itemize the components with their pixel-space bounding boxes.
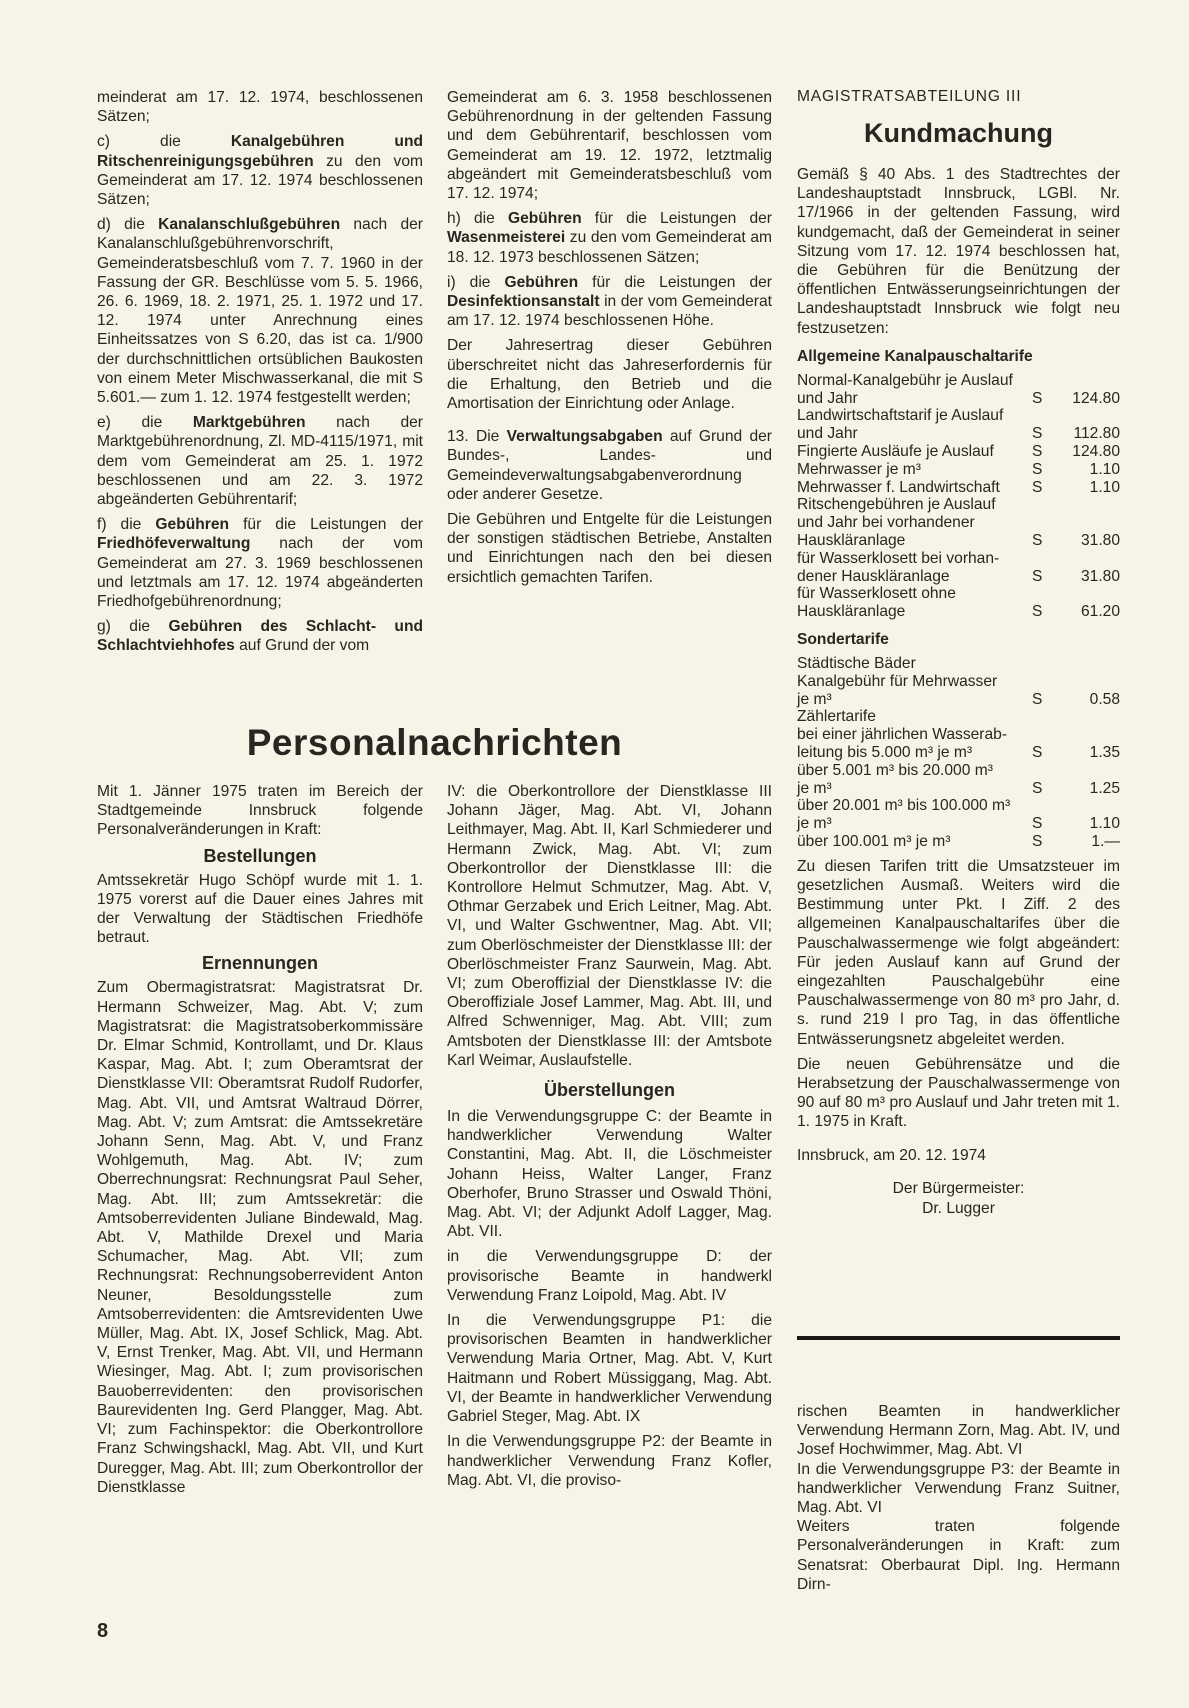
paragraph-jahresertrag: Der Jahresertrag dieser Gebühren überschreitet nicht das Jahreserfordernis für die Erhaltung, den Betrieb und die Amortisation der Einrichtung oder Anlage. [447, 337, 772, 413]
column-2-top [447, 88, 772, 593]
tarif-amount [1062, 708, 1120, 726]
tarif-label: und Jahr [797, 389, 858, 407]
ueberstellung-p2: In die Verwendungsgruppe P2: der Beamte in handwerklicher Verwendung Franz Kofler, Mag. Abt. VI, die proviso- [447, 1433, 772, 1489]
tarif-amount [1062, 762, 1120, 780]
allgemeine-tarife-table [797, 372, 1120, 621]
paragraph-d: d) die Kanalanschlußgebühren nach der Kanalanschlußgebührenvorschrift, Gemeinderatsbeschluß vom 7. 7. 1960 in der Fassung der GR. Beschlüsse vom 5. 5. 1966, 26. 6. 1969, 18. 2. 1971, 25. 1. 1972 und 17. 12. 1974 unter Anrechnung eines Einheitssatzes von S 6.20, das ist ca. 1/900 der durchschnittlichen ortsüblichen Baukosten von einem Meter Mischwasserkanal, die mit S 5.601.— zum 1. 12. 1974 festgestellt werden; [97, 216, 423, 407]
tarif-label: leitung bis 5.000 m³ je m³ [797, 743, 973, 761]
tarif-row [797, 815, 1120, 833]
tarif-label: Städtische Bäder [797, 654, 916, 672]
tarif-row [797, 691, 1120, 709]
kundmachung-column [797, 88, 1120, 1219]
weitere-veraenderungen: Weiters traten folgende Personalveränderungen in Kraft: zum Senatsrat: Oberbaurat Dipl. Ing. Hermann Dirn- [797, 1518, 1120, 1593]
tarif-currency [1032, 655, 1062, 673]
tarif-amount [1062, 372, 1120, 390]
tarif-label: für Wasserklosett ohne [797, 585, 956, 603]
tarif-row [797, 425, 1120, 443]
tarif-currency: S [1032, 460, 1043, 478]
tarif-amount [1062, 726, 1120, 744]
paragraph-c: c) die Kanalgebühren und Ritschenreinigungsgebühren zu den vom Gemeinderat am 17. 12. 1974 beschlossenen Sätzen; [97, 133, 423, 209]
tarif-row [797, 708, 1120, 726]
department-label: MAGISTRATSABTEILUNG III [797, 88, 1022, 105]
tarif-amount: 0.58 [1089, 690, 1120, 708]
tarif-currency [1032, 726, 1062, 744]
tarif-amount: 1.10 [1089, 815, 1120, 833]
ueberstellung-c: In die Verwendungsgruppe C: der Beamte in handwerklicher Verwendung Walter Constantini, Mag. Abt. II, die Löschmeister Johann Heiss, Walter Langer, Franz Oberhofer, Bruno Strasser und Oswald Thöni, Mag. Abt. VI; der Adjunkt Adolf Lagger, Mag. Abt. VII. [447, 1108, 772, 1241]
tarif-currency [1032, 673, 1062, 691]
tarif-row [797, 603, 1120, 621]
bestellungen-text: Amtssekretär Hugo Schöpf wurde mit 1. 1. 1975 vorerst auf die Dauer eines Jahres mit der Verwaltung der Städtischen Friedhöfe betraut. [97, 871, 423, 947]
tarif-row [797, 407, 1120, 425]
kundmachung-intro: Gemäß § 40 Abs. 1 des Stadtrechtes der Landeshauptstadt Innsbruck, LGBl. Nr. 17/1966 in der geltenden Fassung, wird kundgemacht, daß der Gemeinderat in seiner Sitzung vom 17. 12. 1974 beschlossen hat, die Gebühren für die Benützung der öffentlichen Entwässerungseinrichtungen der Landeshauptstadt Innsbruck wie folgt neu festzusetzen: [797, 166, 1120, 337]
tarif-label: Hauskläranlage [797, 603, 906, 621]
sondertarife-table [797, 655, 1120, 851]
tarif-amount: 61.20 [1080, 603, 1120, 621]
tarif-currency [1032, 550, 1062, 568]
tarif-currency: S [1032, 389, 1043, 407]
tarif-label: Ritschengebühren je Auslauf [797, 496, 996, 514]
paragraph-i: i) die Gebühren für die Leistungen der Desinfektionsanstalt in der vom Gemeinderat am 17. 12. 1974 beschlossenen Höhe. [447, 273, 772, 330]
tarif-row [797, 585, 1120, 603]
tarif-currency: S [1032, 832, 1043, 850]
tarif-label: über 20.001 m³ bis 100.000 m³ [797, 797, 1011, 815]
tarif-currency [1032, 797, 1062, 815]
tarif-row [797, 673, 1120, 691]
signature-block [797, 1179, 1120, 1219]
ernennungen-text: Zum Obermagistratsrat: Magistratsrat Dr. Hermann Schweizer, Mag. Abt. V; zum Magistratsrat: die Magistratsoberkommissäre Dr. Elmar Schmid, Kontrollamt, und Dr. Klaus Kaspar, Mag. Abt. I; zum Oberamtsrat der Dienstklasse VII: Oberamtsrat Rudolf Rudorfer, Mag. Abt. VII, und Amtsrat Waltraud Dörrer, Mag. Abt. V; zum Amtsrat: die Amtssekretäre Johann Senn, Mag. Abt. V, und Franz Wohlgemuth, Mag. Abt. IV; zum Oberrechnungsrat: Rechnungsrat Paul Seher, Mag. Abt. III; zum Amtssekretär: die Amtsoberrevidenten Juliane Bindewald, Mag. Abt. V, Mathilde Drexel und Maria Schumacher, Mag. Abt. VII; zum Rechnungsrat: Rechnungsoberrevident Anton Neuner, Besoldungsstelle zum Amtsoberrevidenten: die Amtsrevidenten Uwe Müller, Mag. Abt. IX, Josef Schlick, Mag. Abt. V, Ernst Trenker, Mag. Abt. VII, und Hermann Wiesinger, Mag. Abt. I; zum provisorischen Bauoberrevidenten: den provisorischen Baurevidenten Ing. Gerd Plangger, Mag. Abt. VI; zum Fachinspektor: die Oberkontrollore Franz Schwingshackl, Mag. Abt. VII, und Kurt Duregger, Mag. Abt. III; zum Oberkontrollor der Dienstklasse [97, 979, 423, 1496]
paragraph-entgelte: Die Gebühren und Entgelte für die Leistungen der sonstigen städtischen Betriebe, Anstalten und Einrichtungen nach den bei diesen ersichtlich gemachten Tarifen. [447, 511, 772, 586]
ernennungen-heading: Ernennungen [202, 953, 318, 974]
tarif-currency [1032, 585, 1062, 603]
tarif-label: über 5.001 m³ bis 20.000 m³ [797, 761, 993, 779]
tarif-label: Zählertarife [797, 708, 876, 726]
tarif-row [797, 762, 1120, 780]
tarif-amount: 31.80 [1080, 532, 1120, 549]
tarif-currency: S [1032, 478, 1043, 496]
tarif-amount: 124.80 [1072, 389, 1120, 407]
tarif-amount: 1.10 [1089, 460, 1120, 478]
tarif-label: über 100.001 m³ je m³ [797, 832, 951, 850]
tarif-amount: 112.80 [1073, 425, 1120, 443]
tarif-currency [1032, 407, 1062, 425]
personal-intro: Mit 1. Jänner 1975 traten im Bereich der Stadtgemeinde Innsbruck folgende Personalveränderungen in Kraft: [97, 783, 423, 839]
tarif-currency: S [1032, 815, 1043, 833]
tarif-label: je m³ [797, 815, 832, 833]
tarif-label: Fingierte Ausläufe je Auslauf [797, 443, 994, 461]
paragraph-g: g) die Gebühren des Schlacht- und Schlachtviehhofes auf Grund der vom [97, 618, 423, 655]
tarif-row [797, 568, 1120, 586]
ueberstellung-p1: In die Verwendungsgruppe P1: die provisorischen Beamten in handwerklicher Verwendung Maria Ortner, Mag. Abt. V, Kurt Haitmann und Robert Müssiggang, Mag. Abt. VI, der Beamte in handwerklicher Verwendung Gabriel Steger, Mag. Abt. IX [447, 1312, 772, 1426]
allgemeine-tarife-heading: Allgemeine Kanalpauschaltarife [797, 347, 1033, 365]
tarif-amount [1062, 673, 1120, 691]
tarif-row [797, 443, 1120, 461]
tarif-currency [1032, 514, 1062, 532]
signature-title: Der Bürgermeister: [892, 1179, 1025, 1197]
tarif-row [797, 833, 1120, 851]
tarif-currency [1032, 372, 1062, 390]
tarif-label: je m³ [797, 690, 832, 708]
section-divider [797, 1336, 1120, 1340]
column-3-personal [797, 1402, 1120, 1600]
tarif-amount [1062, 514, 1120, 532]
ueberstellung-d: in die Verwendungsgruppe D: der provisorische Beamte in handwerkl Verwendung Franz Loipold, Mag. Abt. IV [447, 1248, 772, 1304]
tarif-currency: S [1032, 443, 1043, 461]
tarif-amount [1062, 407, 1120, 425]
tarif-label: Hauskläranlage [797, 532, 906, 549]
tarif-row [797, 655, 1120, 673]
tarif-row [797, 550, 1120, 568]
tarif-label: und Jahr bei vorhandener [797, 514, 975, 532]
tarif-row [797, 479, 1120, 497]
column-1-personal [97, 782, 423, 1503]
tarif-label: dener Hauskläranlage [797, 567, 950, 585]
tarif-currency: S [1032, 743, 1043, 761]
tarif-row [797, 514, 1120, 532]
tarif-row [797, 532, 1120, 550]
paragraph-e: e) die Marktgebühren nach der Marktgebührenordnung, Zl. MD-4115/1971, mit dem vom Gemeinderat am 25. 1. 1972 beschlossenen und am 22. 3. 1972 abgeänderten Gebührentarif; [97, 414, 423, 509]
tarif-label: Kanalgebühr für Mehrwasser [797, 672, 998, 690]
tarif-amount: 31.80 [1080, 567, 1120, 585]
tarif-amount [1062, 797, 1120, 815]
tarif-amount: 1.35 [1089, 743, 1120, 761]
neue-gebuehren-paragraph: Die neuen Gebührensätze und die Herabsetzung der Pauschalwassermenge von 90 auf 80 m³ pro Auslauf und Jahr treten mit 1. 1. 1975 in Kraft. [797, 1055, 1120, 1131]
tarif-row [797, 372, 1120, 390]
ueberstellungen-heading: Überstellungen [543, 1080, 676, 1101]
tarif-row [797, 390, 1120, 408]
tarif-currency: S [1032, 690, 1043, 708]
tarif-label: und Jahr [797, 425, 858, 443]
tarif-amount [1062, 585, 1120, 603]
paragraph-g-continued: Gemeinderat am 6. 3. 1958 beschlossenen Gebührenordnung in der geltenden Fassung und dem Gebührentarif, beschlossen vom Gemeinderat am 19. 12. 1972, letztmalig abgeändert mit Gemeinderatsbeschluß vom 17. 12. 1974; [447, 89, 772, 203]
tarif-currency: S [1032, 603, 1043, 621]
tarif-row [797, 726, 1120, 744]
tarif-row [797, 780, 1120, 798]
tarif-currency [1032, 496, 1062, 514]
column-2-personal [447, 782, 772, 1496]
tarif-amount: 1.25 [1089, 779, 1120, 797]
paragraph-f: f) die Gebühren für die Leistungen der Friedhöfeverwaltung nach der vom Gemeinderat am 27. 3. 1969 beschlossenen und letztmals am 17. 12. 1974 abgeänderten Friedhofgebührenordnung; [97, 516, 423, 611]
umsatzsteuer-paragraph: Zu diesen Tarifen tritt die Umsatzsteuer im gesetzlichen Ausmaß. Weiters wird die Bestimmung unter Pkt. I Ziff. 2 des allgemeinen Kanalpauschaltarifes über die Pauschalwassermenge wie folgt abgeändert: Für jeden Auslauf kann auf Grund der eingezahlten Pauschalgebühr eine Pauschalwassermenge von 80 m³ pro Jahr, d. s. rund 219 l pro Tag, in das öffentliche Entwässerungsnetz abgeleitet werden. [797, 857, 1120, 1048]
tarif-label: für Wasserklosett bei vorhan- [797, 549, 1000, 567]
page-number: 8 [97, 1620, 109, 1642]
tarif-amount: 1.10 [1089, 478, 1120, 496]
tarif-row [797, 461, 1120, 479]
ernennungen-continued: IV: die Oberkontrollore der Dienstklasse III Johann Jäger, Mag. Abt. VI, Johann Leithmayer, Mag. Abt. II, Karl Schmiederer und Hermann Zwick, Mag. Abt. VI; zum Oberkontrollor der Dienstklasse III: die Kontrollore Helmut Schmutzer, Mag. Abt. V, Othmar Gerzabek und Erich Leitner, Mag. Abt. VI, und Walter Gschwentner, Mag. Abt. VII; zum Oberlöschmeister der Dienstklasse III: der Oberlöschmeister Franz Saurwein, Mag. Abt. VI; zum Oberoffizial der Dienstklasse IV: die Oberoffiziale Josef Lammer, Mag. Abt. III, und Alfred Schwenniger, Mag. Abt. VIII; zum Amtsboten der Dienstklasse III: der Amtsbote Karl Weimar, Auslaufstelle. [447, 783, 772, 1069]
ueberstellung-p3: In die Verwendungsgruppe P3: der Beamte in handwerklicher Verwendung Franz Suitner, Mag. Abt. VI [797, 1460, 1120, 1517]
tarif-label: je m³ [797, 779, 832, 797]
personalnachrichten-title: Personalnachrichten [246, 722, 623, 763]
tarif-label: Mehrwasser je m³ [797, 460, 921, 478]
tarif-amount [1062, 496, 1120, 514]
tarif-currency [1032, 708, 1062, 726]
signature-name: Dr. Lugger [922, 1199, 995, 1217]
tarif-label: bei einer jährlichen Wasserab- [797, 726, 1008, 744]
paragraph-h: h) die Gebühren für die Leistungen der Wasenmeisterei zu den vom Gemeinderat am 18. 12. 1973 beschlossenen Sätzen; [447, 210, 772, 266]
tarif-label: Normal-Kanalgebühr je Auslauf [797, 371, 1013, 389]
place-date: Innsbruck, am 20. 12. 1974 [797, 1146, 986, 1164]
column-1-top [97, 88, 423, 662]
ueberstellung-p2-continued: rischen Beamten in handwerklicher Verwendung Hermann Zorn, Mag. Abt. IV, und Josef Hochwimmer, Mag. Abt. VI [797, 1403, 1120, 1459]
tarif-amount: 124.80 [1072, 443, 1120, 461]
tarif-row [797, 744, 1120, 762]
tarif-amount [1062, 550, 1120, 568]
tarif-amount [1062, 655, 1120, 673]
sondertarife-heading: Sondertarife [797, 630, 889, 648]
kundmachung-title: Kundmachung [864, 118, 1053, 148]
tarif-row [797, 797, 1120, 815]
tarif-label: Mehrwasser f. Landwirtschaft [797, 478, 1000, 496]
bestellungen-heading: Bestellungen [203, 845, 317, 866]
paragraph-13: 13. Die Verwaltungsabgaben auf Grund der Bundes-, Landes- und Gemeindeverwaltungsabgabenverordnung oder anderer Gesetze. [447, 428, 772, 503]
tarif-currency: S [1032, 532, 1043, 549]
tarif-currency: S [1032, 779, 1043, 797]
tarif-currency: S [1032, 567, 1043, 585]
tarif-label: Landwirtschaftstarif je Auslauf [797, 407, 1004, 425]
paragraph-intro: meinderat am 17. 12. 1974, beschlossenen Sätzen; [97, 89, 423, 126]
tarif-amount: 1.— [1091, 832, 1120, 850]
tarif-currency [1032, 762, 1062, 780]
tarif-currency: S [1032, 425, 1043, 443]
tarif-row [797, 496, 1120, 514]
